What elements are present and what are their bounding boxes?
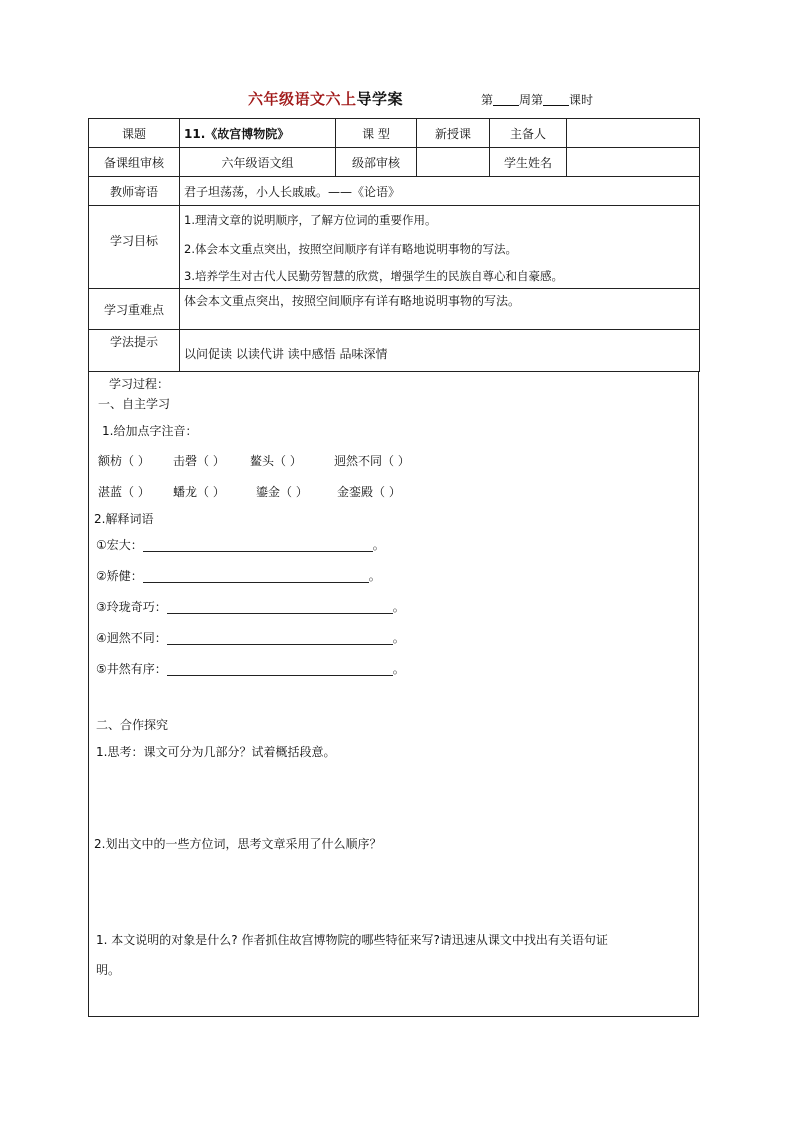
goal-item: 3.培养学生对古代人民勤劳智慧的欣赏，增强学生的民族自尊心和自豪感。: [184, 269, 563, 283]
document-title: [248, 88, 403, 109]
group-review-value: 六年级语文组: [180, 148, 336, 177]
vocab-end: 。: [392, 662, 405, 676]
vocab-end: 。: [368, 569, 381, 583]
title-subject: 语文六上: [294, 90, 357, 108]
vocab-item: [96, 567, 381, 584]
method-value: 以问促读 以读代讲 读中感悟 品味深情: [180, 330, 700, 372]
think-question-1: 1.思考：课文可分为几部分？试着概括段意。: [96, 745, 336, 759]
keypoints-label: 学习重难点: [89, 289, 180, 330]
vocab-end: 。: [392, 631, 405, 645]
phonetic-item: 击磬（ ）: [173, 454, 225, 468]
vocab-end: 。: [392, 600, 405, 614]
goals-label: 学习目标: [89, 206, 180, 289]
type-value: 新授课: [417, 119, 490, 148]
preparer-label: 主备人: [490, 119, 567, 148]
vocab-answer-blank[interactable]: [167, 662, 393, 676]
period-prefix: 第: [481, 93, 494, 107]
student-name-label: 学生姓名: [490, 148, 567, 177]
phonetic-item: 金銮殿（ ）: [337, 485, 401, 499]
keypoints-value: 体会本文重点突出，按照空间顺序有详有略地说明事物的写法。: [180, 289, 700, 330]
vocab-item: [96, 536, 385, 553]
teacher-msg-value: 君子坦荡荡，小人长戚戚。——《论语》: [180, 177, 700, 206]
learning-process: [88, 371, 699, 1017]
vocab-answer-blank[interactable]: [167, 631, 393, 645]
think-question-3: 1. 本文说明的对象是什么? 作者抓住故宫博物院的哪些特征来写?请迅速从课文中找出有关语句证: [96, 933, 608, 947]
question-phonetics: 1.给加点字注音：: [102, 424, 198, 438]
period-field: [481, 91, 593, 108]
goal-item: 2.体会本文重点突出，按照空间顺序有详有略地说明事物的写法。: [184, 242, 517, 256]
section-self-study: 一、自主学习: [98, 397, 171, 411]
week-blank[interactable]: [493, 93, 519, 106]
vocab-end: 。: [372, 538, 385, 552]
goal-item: 1.理清文章的说明顺序，了解方位词的重要作用。: [184, 213, 437, 227]
vocab-label: ④迥然不同：: [96, 631, 167, 645]
title-line: [0, 88, 794, 110]
vocab-label: ⑤井然有序：: [96, 662, 167, 676]
goals-cell: [180, 206, 700, 289]
preparer-value[interactable]: [567, 119, 700, 148]
vocab-answer-blank[interactable]: [143, 569, 369, 583]
title-type: 导学案: [356, 90, 404, 108]
vocab-item: [96, 660, 405, 677]
vocab-answer-blank[interactable]: [167, 600, 393, 614]
think-question-2: 2.划出文中的一些方位词，思考文章采用了什么顺序？: [94, 837, 382, 851]
section-cooperative: 二、合作探究: [96, 718, 169, 732]
period-suffix: 课时: [569, 93, 594, 107]
info-table: [88, 118, 700, 372]
phonetic-item: 迥然不同（ ）: [334, 454, 410, 468]
vocab-label: ②矫健：: [96, 569, 143, 583]
phonetic-item: 鳌头（ ）: [250, 454, 302, 468]
vocab-label: ③玲珑奇巧：: [96, 600, 167, 614]
phonetic-item: 蟠龙（ ）: [173, 485, 225, 499]
think-question-3-cont: 明。: [96, 963, 121, 977]
lesson-label: 课题: [89, 119, 180, 148]
phonetic-item: 额枋（ ）: [98, 454, 150, 468]
process-heading: 学习过程：: [109, 377, 170, 391]
student-name-value[interactable]: [567, 148, 700, 177]
title-grade: 六年级: [248, 90, 295, 108]
lesson-value: 11.《故宫博物院》: [180, 119, 336, 148]
period-mid: 周第: [519, 93, 544, 107]
dept-review-label: 级部审核: [336, 148, 417, 177]
vocab-item: [96, 598, 405, 615]
vocab-answer-blank[interactable]: [143, 538, 373, 552]
phonetic-item: 湛蓝（ ）: [98, 485, 150, 499]
vocab-label: ①宏大：: [96, 538, 143, 552]
group-review-label: 备课组审核: [89, 148, 180, 177]
lesson-blank[interactable]: [543, 93, 569, 106]
method-label: 学法提示: [89, 330, 180, 372]
type-label: 课 型: [336, 119, 417, 148]
question-vocab: 2.解释词语: [94, 512, 154, 526]
teacher-msg-label: 教师寄语: [89, 177, 180, 206]
dept-review-value[interactable]: [417, 148, 490, 177]
vocab-item: [96, 629, 405, 646]
phonetic-item: 鎏金（ ）: [256, 485, 308, 499]
